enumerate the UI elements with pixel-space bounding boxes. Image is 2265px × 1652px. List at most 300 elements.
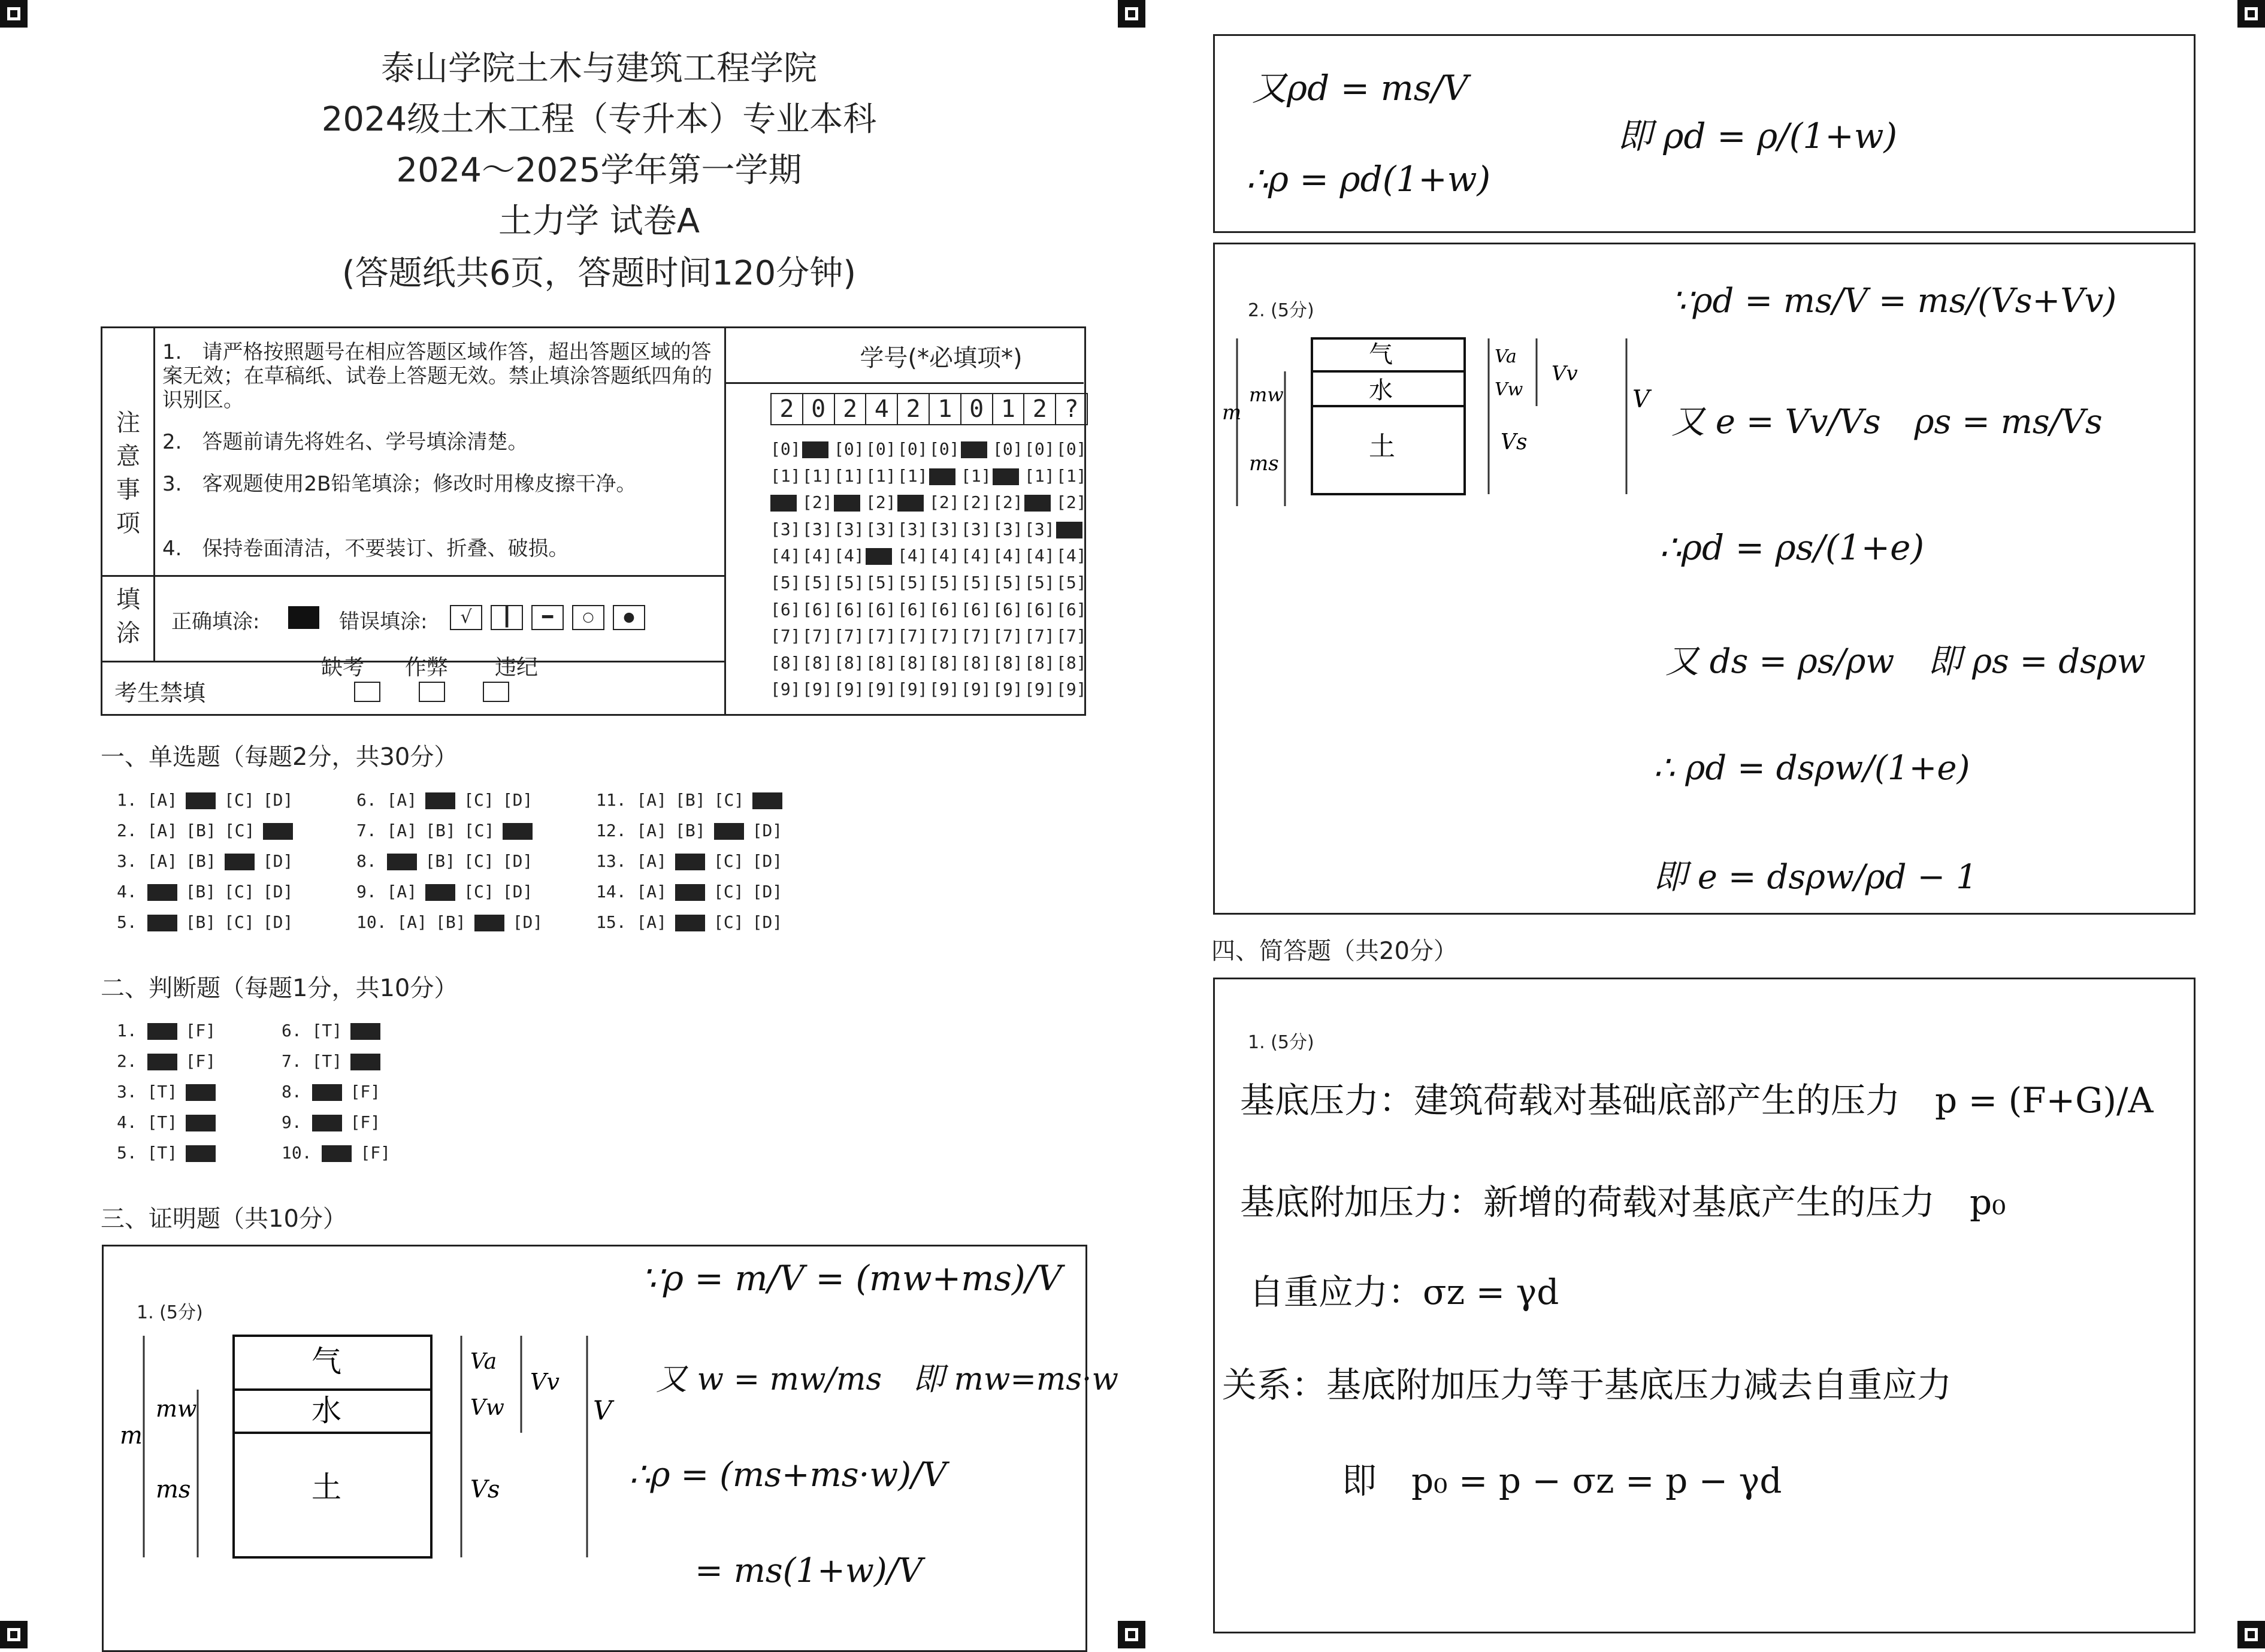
phase-diagram-2 xyxy=(1222,335,1656,515)
svg-text:Va: Va xyxy=(470,1350,497,1374)
id-bubble[interactable]: [4] xyxy=(897,546,928,566)
id-bubble-column xyxy=(993,436,1023,703)
mc-option[interactable] xyxy=(675,851,705,871)
correct-fill-label: 正确填涂: xyxy=(171,610,260,634)
mc-option[interactable]: [C] xyxy=(464,851,494,871)
id-bubble[interactable] xyxy=(834,489,864,516)
mc-question-row xyxy=(596,907,791,937)
exam-title: 土力学 试卷A xyxy=(498,202,700,241)
id-bubble[interactable]: [4] xyxy=(770,546,801,566)
tf-option[interactable]: [T] xyxy=(147,1112,178,1132)
id-bubble-column xyxy=(897,436,928,703)
mc-question-row xyxy=(596,876,791,907)
id-bubble[interactable]: [4] xyxy=(961,546,991,566)
proof2-line1: ∵ρd = ms/V = ms/(Vs+Vv) xyxy=(1671,282,2117,320)
mc-option[interactable]: [D] xyxy=(512,912,543,932)
correct-fill-sample xyxy=(288,606,319,629)
id-bubble[interactable]: [1] xyxy=(770,465,801,486)
mc-option[interactable]: [B] xyxy=(436,912,466,932)
mc-question-number: 9. xyxy=(356,882,387,901)
id-bubble[interactable]: [0] xyxy=(1024,439,1055,459)
proof1-label: 1. (5分) xyxy=(137,1302,203,1323)
mc-option[interactable] xyxy=(263,821,293,840)
id-bubble[interactable]: [5] xyxy=(866,572,896,592)
id-bubble[interactable]: [9] xyxy=(866,679,896,700)
tf-option[interactable]: [T] xyxy=(312,1051,343,1071)
id-bubble[interactable] xyxy=(897,489,928,516)
mc-option[interactable] xyxy=(503,821,533,840)
id-bubble[interactable]: [9] xyxy=(929,679,960,700)
svg-text:m: m xyxy=(1222,401,1242,425)
tf-question-row xyxy=(117,1137,224,1168)
id-bubble[interactable]: [5] xyxy=(834,572,864,592)
proof2-line3: ∴ρd = ρs/(1+e) xyxy=(1659,527,1925,568)
id-bubble[interactable]: [3] xyxy=(770,519,801,539)
mc-question-row xyxy=(117,876,301,907)
mc-option[interactable]: [A] xyxy=(147,821,178,840)
mc-question-row xyxy=(117,785,301,815)
mc-option[interactable] xyxy=(186,790,216,810)
id-bubble[interactable]: [6] xyxy=(834,599,864,619)
svg-text:Va: Va xyxy=(1495,346,1517,367)
id-bubble[interactable]: [5] xyxy=(1056,572,1087,592)
notice-item-4: 4. 保持卷面清洁，不要装订、折叠、破损。 xyxy=(162,537,569,561)
corner-marker-tl xyxy=(0,0,28,28)
id-bubble[interactable]: [1] xyxy=(897,465,928,486)
id-bubble[interactable]: [8] xyxy=(993,652,1023,673)
tf-option[interactable] xyxy=(186,1082,216,1102)
mc-question-row xyxy=(117,846,301,876)
violation-label: 违纪 xyxy=(495,655,539,680)
mc-option[interactable]: [C] xyxy=(224,790,255,810)
mc-option[interactable]: [B] xyxy=(425,851,456,871)
mc-option[interactable]: [D] xyxy=(262,882,294,901)
short-answer-label: 1. (5分) xyxy=(1248,1032,1314,1053)
id-bubble[interactable]: [8] xyxy=(802,652,833,673)
id-bubble[interactable]: [0] xyxy=(834,439,864,459)
mc-option[interactable]: [A] xyxy=(397,912,428,932)
id-bubble[interactable]: [7] xyxy=(993,626,1023,646)
svg-text:m: m xyxy=(120,1422,143,1450)
examinee-label: 考生禁填 xyxy=(114,680,206,706)
id-bubble[interactable] xyxy=(1056,516,1087,543)
wrong-fill-samples: √ ┃ ━ ○ ● xyxy=(450,605,645,630)
id-bubble[interactable]: [4] xyxy=(929,546,960,566)
mc-option[interactable] xyxy=(387,851,417,871)
id-bubble[interactable]: [1] xyxy=(866,465,896,486)
tf-option[interactable] xyxy=(312,1112,342,1132)
id-bubble[interactable]: [4] xyxy=(1056,546,1087,566)
fill-side-label: 填涂 xyxy=(116,586,140,647)
svg-text:mw: mw xyxy=(1249,383,1284,406)
exam-subtitle: (答题纸共6页，答题时间120分钟) xyxy=(341,254,857,293)
id-bubble-column xyxy=(866,436,896,703)
mc-option[interactable]: [A] xyxy=(147,851,178,871)
id-bubble[interactable]: [7] xyxy=(866,626,896,646)
tf-question-number: 7. xyxy=(282,1051,312,1071)
id-bubble[interactable]: [6] xyxy=(961,599,991,619)
id-bubble[interactable]: [5] xyxy=(929,572,960,592)
mc-question-number: 4. xyxy=(117,882,147,901)
svg-text:V: V xyxy=(593,1396,612,1426)
mc-question-row xyxy=(117,907,301,937)
id-bubble[interactable]: [7] xyxy=(929,626,960,646)
mc-question-row xyxy=(596,815,791,846)
id-bubble[interactable]: [0] xyxy=(770,439,801,459)
proof1-line1: ∵ρ = m/V = (mw+ms)/V xyxy=(641,1258,1063,1299)
id-bubble[interactable]: [3] xyxy=(834,519,864,539)
proof2-line4: 又 ds = ρs/ρw 即 ρs = dsρw xyxy=(1665,642,2146,681)
id-bubble[interactable] xyxy=(961,436,991,463)
tf-option[interactable] xyxy=(312,1082,342,1102)
mc-option[interactable]: [B] xyxy=(425,821,456,840)
id-bubble[interactable]: [7] xyxy=(1056,626,1087,646)
tf-question-row xyxy=(282,1137,399,1168)
mc-option[interactable]: [C] xyxy=(713,851,744,871)
id-bubble[interactable]: [4] xyxy=(802,546,833,566)
mc-question-number: 1. xyxy=(117,790,147,810)
mc-question-row xyxy=(356,785,541,815)
notice-item-3: 3. 客观题使用2B铅笔填涂；修改时用橡皮擦干净。 xyxy=(162,472,637,496)
id-bubble[interactable] xyxy=(866,543,896,570)
svg-text:ms: ms xyxy=(1249,452,1279,476)
tf-option[interactable] xyxy=(186,1112,216,1132)
id-bubble[interactable]: [3] xyxy=(897,519,928,539)
id-bubble[interactable]: [7] xyxy=(834,626,864,646)
mc-option[interactable] xyxy=(675,912,705,932)
mc-question-row xyxy=(596,785,791,815)
id-bubble[interactable]: [3] xyxy=(961,519,991,539)
mc-option[interactable]: [A] xyxy=(386,882,418,901)
id-bubble[interactable]: [4] xyxy=(993,546,1023,566)
mc-option[interactable] xyxy=(147,882,177,901)
svg-text:气: 气 xyxy=(1369,341,1393,368)
tf-option[interactable] xyxy=(147,1021,177,1040)
proof2-label: 2. (5分) xyxy=(1248,300,1314,321)
tf-question-row xyxy=(282,1076,389,1107)
corner-marker-bm xyxy=(1118,1621,1145,1648)
mc-option[interactable]: [A] xyxy=(636,790,667,810)
id-bubble[interactable] xyxy=(770,489,801,516)
mc-option[interactable] xyxy=(752,790,782,810)
proof1-line4: = ms(1+w)/V xyxy=(695,1551,923,1590)
mc-question-row xyxy=(356,907,551,937)
mc-option[interactable]: [C] xyxy=(224,882,255,901)
water-label: 水 xyxy=(312,1393,341,1428)
mc-option[interactable] xyxy=(425,790,455,810)
id-bubble[interactable]: [2] xyxy=(961,492,991,513)
id-bubble[interactable]: [2] xyxy=(929,492,960,513)
id-bubble[interactable]: [8] xyxy=(1056,652,1087,673)
mc-question-number: 14. xyxy=(596,882,637,901)
phase-diagram-1 xyxy=(120,1324,612,1575)
school-title: 泰山学院土木与建筑工程学院 xyxy=(381,49,817,88)
id-bubble[interactable]: [5] xyxy=(961,572,991,592)
mc-option[interactable]: [D] xyxy=(262,790,294,810)
id-bubble[interactable]: [2] xyxy=(802,492,833,513)
id-bubble[interactable]: [0] xyxy=(993,439,1023,459)
proof1-line2: 又 w = mw/ms 即 mw=ms·w xyxy=(656,1361,1118,1397)
mc-question-number: 13. xyxy=(596,851,637,871)
id-bubble[interactable]: [6] xyxy=(897,599,928,619)
mc-question-number: 6. xyxy=(356,790,387,810)
id-bubble[interactable]: [7] xyxy=(897,626,928,646)
svg-text:土: 土 xyxy=(1369,431,1395,462)
mc-option[interactable]: [B] xyxy=(186,821,216,840)
rho-d-result: 即 ρd = ρ/(1+w) xyxy=(1617,116,1898,156)
id-bubble[interactable]: [8] xyxy=(929,652,960,673)
mc-option[interactable]: [C] xyxy=(224,821,255,840)
class-title: 2024级土木工程（专升本）专业本科 xyxy=(321,100,877,139)
section1-title: 一、单选题（每题2分，共30分） xyxy=(101,743,458,771)
tf-question-number: 9. xyxy=(282,1112,312,1132)
tf-question-number: 3. xyxy=(117,1082,147,1102)
mc-option[interactable] xyxy=(147,912,177,932)
soil-label: 土 xyxy=(312,1470,341,1505)
section3-title: 三、证明题（共10分） xyxy=(101,1205,347,1233)
cheat-label: 作弊 xyxy=(405,655,449,680)
mc-option[interactable]: [C] xyxy=(224,912,255,932)
mc-option[interactable]: [B] xyxy=(675,821,706,840)
mc-option[interactable] xyxy=(474,912,504,932)
absent-label: 缺考 xyxy=(321,655,365,680)
svg-text:水: 水 xyxy=(1369,377,1393,404)
id-bubble[interactable]: [2] xyxy=(993,492,1023,513)
mc-question-number: 15. xyxy=(596,912,637,932)
id-bubble[interactable]: [5] xyxy=(1024,572,1055,592)
mc-option[interactable]: [D] xyxy=(752,912,783,932)
id-bubble[interactable]: [4] xyxy=(1024,546,1055,566)
mc-option[interactable]: [B] xyxy=(675,790,706,810)
id-bubble[interactable]: [6] xyxy=(802,599,833,619)
id-bubble[interactable]: [8] xyxy=(1024,652,1055,673)
id-bubble[interactable]: [3] xyxy=(802,519,833,539)
mc-option[interactable]: [C] xyxy=(713,882,744,901)
mc-question-row xyxy=(356,815,541,846)
tf-question-number: 8. xyxy=(282,1082,312,1102)
id-bubble[interactable]: [3] xyxy=(866,519,896,539)
tf-option[interactable]: [T] xyxy=(147,1143,178,1163)
id-bubble-column xyxy=(961,436,991,703)
id-bubble[interactable]: [7] xyxy=(1024,626,1055,646)
mc-question-row xyxy=(356,846,541,876)
mc-option[interactable]: [B] xyxy=(185,912,216,932)
mc-question-number: 2. xyxy=(117,821,147,840)
violation-checkbox[interactable] xyxy=(483,682,509,702)
tf-question-row xyxy=(117,1046,224,1076)
corner-marker-tr xyxy=(2237,0,2265,28)
id-bubble[interactable]: [8] xyxy=(897,652,928,673)
id-bubble[interactable]: [5] xyxy=(897,572,928,592)
id-bubble[interactable]: [1] xyxy=(1024,465,1055,486)
student-id-title: 学号(*必填项*) xyxy=(860,344,1023,372)
tf-option[interactable] xyxy=(350,1021,380,1040)
mc-option[interactable]: [A] xyxy=(636,821,667,840)
id-bubble[interactable]: [0] xyxy=(897,439,928,459)
mc-option[interactable] xyxy=(225,851,255,871)
id-bubble[interactable]: [7] xyxy=(802,626,833,646)
mc-option[interactable] xyxy=(675,882,705,901)
short-answer-line1: 基底压力：建筑荷载对基础底部产生的压力 p = (F+G)/A xyxy=(1240,1080,2154,1121)
mc-option[interactable]: [D] xyxy=(502,851,533,871)
air-label: 气 xyxy=(312,1344,341,1379)
proof2-line5: ∴ ρd = dsρw/(1+e) xyxy=(1653,749,1970,788)
mc-option[interactable]: [C] xyxy=(464,790,494,810)
id-bubble[interactable]: [8] xyxy=(961,652,991,673)
id-bubble-column xyxy=(802,436,833,703)
tf-option[interactable] xyxy=(186,1143,216,1163)
id-bubble[interactable] xyxy=(802,436,833,463)
mc-question-number: 8. xyxy=(356,851,387,871)
tf-option[interactable]: [F] xyxy=(185,1051,216,1071)
svg-text:Vv: Vv xyxy=(1552,362,1578,386)
mc-question-number: 5. xyxy=(117,912,147,932)
tf-option[interactable]: [F] xyxy=(360,1143,391,1163)
id-bubble[interactable]: [9] xyxy=(961,679,991,700)
absent-checkbox[interactable] xyxy=(354,682,380,702)
tf-option[interactable]: [F] xyxy=(185,1021,216,1040)
mc-option[interactable]: [D] xyxy=(752,851,783,871)
rho-d-definition: 又ρd = ms/V xyxy=(1252,68,1468,108)
svg-text:Vw: Vw xyxy=(470,1396,504,1420)
svg-text:ms: ms xyxy=(156,1476,191,1503)
id-bubble-column xyxy=(770,436,801,703)
mc-option[interactable]: [A] xyxy=(147,790,178,810)
id-bubble[interactable]: [5] xyxy=(993,572,1023,592)
proof1-line3: ∴ρ = (ms+ms·w)/V xyxy=(629,1456,947,1494)
mc-option[interactable]: [A] xyxy=(386,790,418,810)
id-bubble-column xyxy=(1024,436,1055,703)
wrong-fill-label: 错误填涂: xyxy=(339,610,428,634)
mc-question-number: 10. xyxy=(356,912,397,932)
mc-option[interactable]: [D] xyxy=(262,851,294,871)
tf-option[interactable]: [T] xyxy=(312,1021,343,1040)
mc-option[interactable]: [D] xyxy=(502,790,533,810)
id-bubble[interactable]: [6] xyxy=(929,599,960,619)
short-answer-line3: 自重应力：σz = γd xyxy=(1249,1272,1559,1312)
rho-relation: ∴ρ = ρd(1+w) xyxy=(1246,159,1491,199)
svg-text:Vs: Vs xyxy=(1501,430,1528,455)
tf-question-row xyxy=(282,1107,389,1137)
mc-option[interactable]: [D] xyxy=(502,882,533,901)
mc-question-number: 12. xyxy=(596,821,637,840)
id-bubble[interactable]: [9] xyxy=(834,679,864,700)
mc-question-number: 7. xyxy=(356,821,387,840)
id-bubble[interactable]: [3] xyxy=(929,519,960,539)
mc-option[interactable] xyxy=(714,821,744,840)
id-bubble[interactable] xyxy=(929,463,960,490)
mc-option[interactable]: [A] xyxy=(636,882,667,901)
mc-option[interactable]: [C] xyxy=(713,790,745,810)
id-bubble[interactable]: [9] xyxy=(993,679,1023,700)
mc-option[interactable]: [A] xyxy=(636,912,667,932)
tf-option[interactable]: [F] xyxy=(350,1082,381,1102)
id-bubble[interactable]: [5] xyxy=(770,572,801,592)
id-bubble[interactable]: [6] xyxy=(1056,599,1087,619)
svg-text:Vs: Vs xyxy=(470,1476,500,1503)
tf-question-row xyxy=(117,1107,224,1137)
proof2-line6: 即 e = dsρw/ρd − 1 xyxy=(1653,858,1977,897)
id-bubble[interactable]: [5] xyxy=(802,572,833,592)
id-bubble[interactable]: [6] xyxy=(993,599,1023,619)
id-bubble[interactable]: [9] xyxy=(802,679,833,700)
id-bubble[interactable]: [0] xyxy=(866,439,896,459)
short-answer-line5: 即 p₀ = p − σz = p − γd xyxy=(1342,1460,1782,1501)
tf-question-number: 1. xyxy=(117,1021,147,1040)
cheat-checkbox[interactable] xyxy=(419,682,445,702)
student-id-digits: 2 0 2 4 2 1 0 1 2 ? xyxy=(770,393,1088,425)
id-bubble-column xyxy=(929,436,960,703)
corner-marker-bl xyxy=(0,1621,28,1648)
id-bubble[interactable]: [1] xyxy=(802,465,833,486)
tf-question-number: 2. xyxy=(117,1051,147,1071)
id-bubble[interactable]: [6] xyxy=(866,599,896,619)
mc-option[interactable]: [B] xyxy=(185,882,216,901)
mc-option[interactable]: [A] xyxy=(386,821,418,840)
id-bubble[interactable]: [9] xyxy=(1024,679,1055,700)
id-bubble[interactable]: [9] xyxy=(1056,679,1087,700)
section2-title: 二、判断题（每题1分，共10分） xyxy=(101,975,458,1002)
mc-option[interactable]: [D] xyxy=(752,821,783,840)
mc-question-row xyxy=(356,876,541,907)
id-bubble[interactable]: [9] xyxy=(897,679,928,700)
tf-question-number: 4. xyxy=(117,1112,147,1132)
mc-option[interactable]: [D] xyxy=(752,882,783,901)
id-bubble[interactable]: [0] xyxy=(929,439,960,459)
section4-title: 四、简答题（共20分） xyxy=(1211,937,1457,965)
id-bubble[interactable]: [3] xyxy=(993,519,1023,539)
id-bubble[interactable]: [9] xyxy=(770,679,801,700)
id-bubble[interactable] xyxy=(993,463,1023,490)
mc-option[interactable]: [D] xyxy=(262,912,294,932)
tf-option[interactable] xyxy=(147,1051,177,1071)
id-bubble[interactable]: [4] xyxy=(834,546,864,566)
id-bubble[interactable]: [8] xyxy=(834,652,864,673)
id-bubble[interactable] xyxy=(1024,489,1055,516)
id-bubble[interactable]: [8] xyxy=(770,652,801,673)
id-bubble[interactable]: [8] xyxy=(866,652,896,673)
tf-option[interactable]: [F] xyxy=(350,1112,381,1132)
tf-question-number: 5. xyxy=(117,1143,147,1163)
id-bubble[interactable]: [1] xyxy=(834,465,864,486)
mc-option[interactable]: [C] xyxy=(464,821,495,840)
id-bubble[interactable]: [2] xyxy=(1056,492,1087,513)
id-bubble[interactable]: [2] xyxy=(866,492,896,513)
tf-option[interactable] xyxy=(350,1051,380,1071)
id-bubble[interactable]: [6] xyxy=(770,599,801,619)
mc-option[interactable]: [B] xyxy=(186,851,216,871)
notice-item-1: 1. 请严格按照题号在相应答题区域作答，超出答题区域的答案无效；在草稿纸、试卷上答题无效。禁止填涂答题纸四角的识别区。 xyxy=(162,340,712,412)
tf-option[interactable]: [T] xyxy=(147,1082,178,1102)
mc-option[interactable]: [A] xyxy=(636,851,667,871)
corner-marker-br xyxy=(2237,1621,2265,1648)
id-bubble[interactable]: [1] xyxy=(961,465,991,486)
mc-option[interactable] xyxy=(425,882,455,901)
id-bubble[interactable]: [7] xyxy=(770,626,801,646)
mc-question-row xyxy=(117,815,301,846)
id-bubble[interactable]: [1] xyxy=(1056,465,1087,486)
tf-question-row xyxy=(117,1015,224,1046)
id-bubble[interactable]: [0] xyxy=(1056,439,1087,459)
tf-option[interactable] xyxy=(322,1143,352,1163)
svg-text:Vw: Vw xyxy=(1495,379,1523,400)
id-bubble[interactable]: [6] xyxy=(1024,599,1055,619)
mc-question-number: 3. xyxy=(117,851,147,871)
id-bubble[interactable]: [7] xyxy=(961,626,991,646)
mc-option[interactable]: [C] xyxy=(713,912,744,932)
mc-option[interactable]: [C] xyxy=(464,882,494,901)
id-bubble[interactable]: [3] xyxy=(1024,519,1055,539)
